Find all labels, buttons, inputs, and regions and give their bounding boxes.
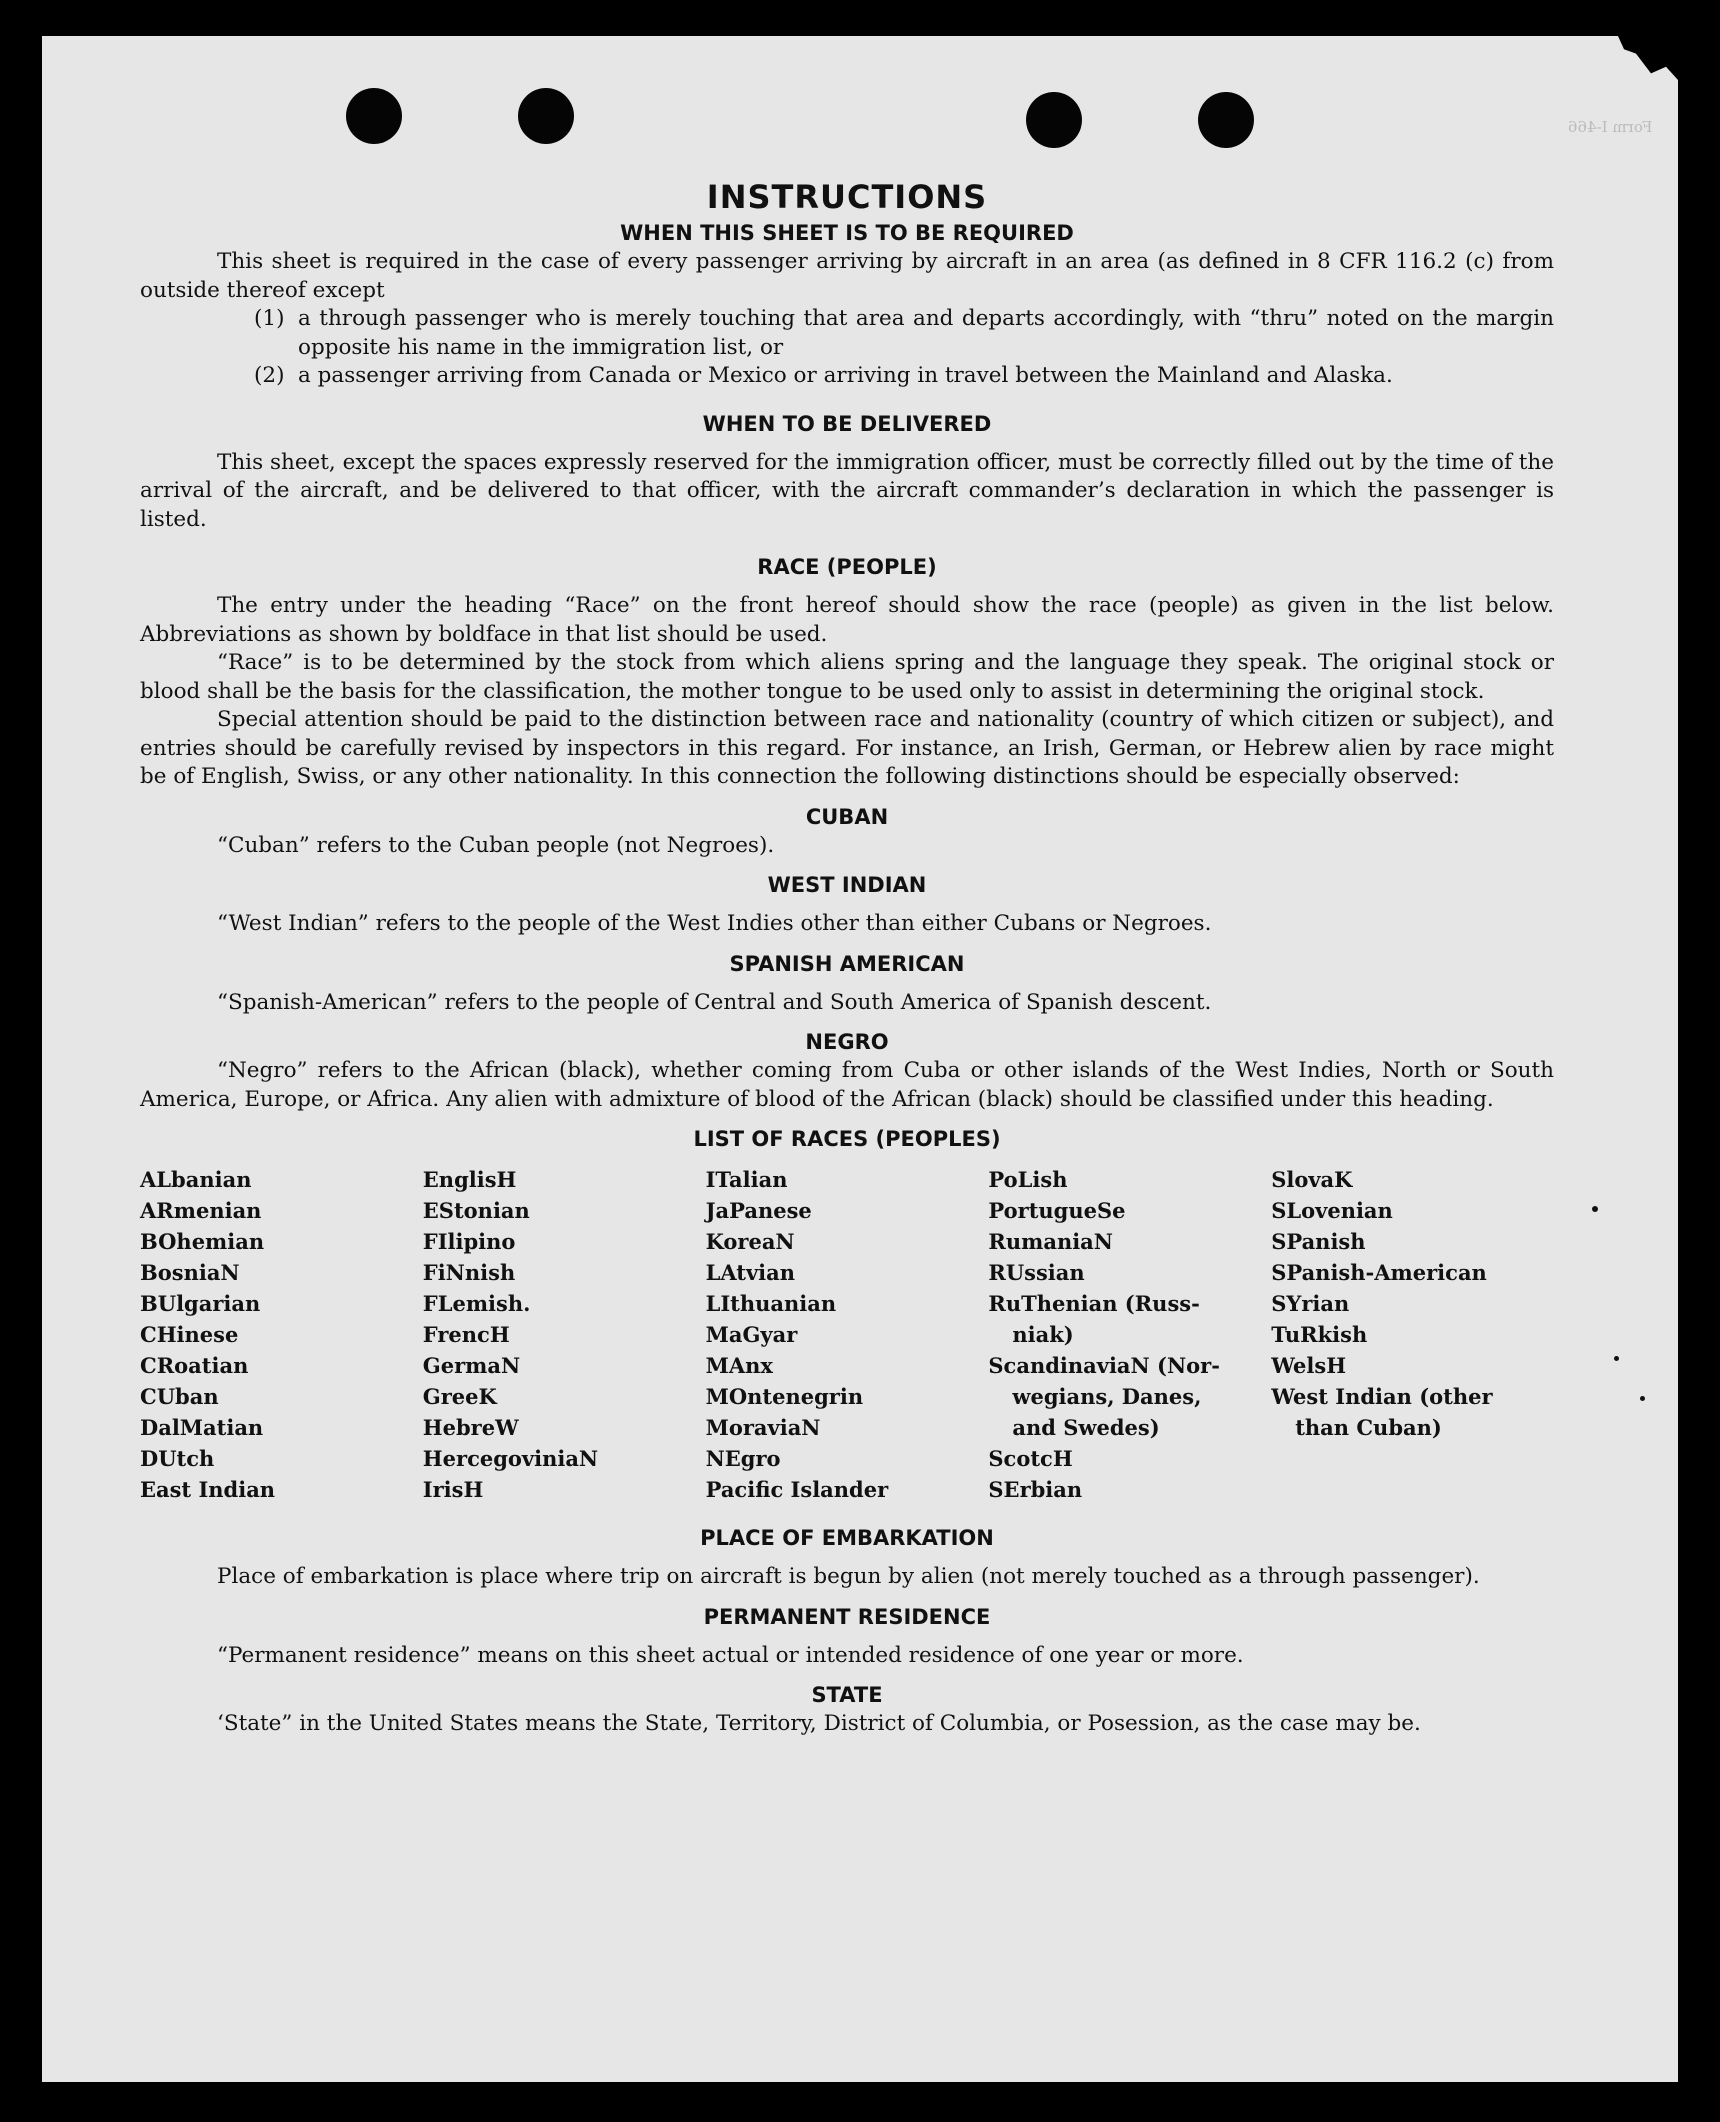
list-item: ALbanian (140, 1167, 252, 1192)
races-column (140, 1164, 423, 1505)
list-item: WelsH (1271, 1353, 1347, 1378)
list-item: MOntenegrin (705, 1384, 864, 1409)
list-item: JaPanese (705, 1198, 812, 1223)
section-heading-negro: NEGRO (805, 1030, 889, 1054)
when-delivered-text: This sheet, except the spaces expressly reserved for the immigration officer, must be correctly filled out by the time of the arrival of the aircraft, and be delivered to that officer, with the aircraft commander’s declaration in which the passenger is listed. (140, 449, 1554, 532)
list-item: EnglisH (422, 1167, 517, 1192)
list-item: DalMatian (140, 1415, 264, 1440)
list-item: TuRkish (1271, 1322, 1368, 1347)
section-heading-race: RACE (PEOPLE) (757, 555, 937, 579)
list-item: (2) a passenger arriving from Canada or Mexico or arriving in travel between the Mainland and Alaska. (254, 363, 1393, 388)
list-item: SErbian (988, 1477, 1083, 1502)
list-item: CUban (140, 1384, 219, 1409)
list-item: MAnx (705, 1353, 773, 1378)
section-heading-embarkation: PLACE OF EMBARKATION (700, 1526, 994, 1550)
when-required-intro: This sheet is required in the case of every passenger arriving by aircraft in an area (as defined in 8 CFR 116.2 (c) from outside thereof except (140, 249, 1554, 303)
section-heading-list-of-races: LIST OF RACES (PEOPLES) (693, 1127, 1001, 1151)
list-item: BUlgarian (140, 1291, 261, 1316)
cuban-text: “Cuban” refers to the Cuban people (not Negroes). (217, 832, 775, 858)
list-item: DUtch (140, 1446, 215, 1471)
west-indian-text: “West Indian” refers to the people of the West Indies other than either Cubans or Negroes. (217, 911, 1212, 936)
list-item: ARmenian (140, 1198, 262, 1223)
form-number: Form I-466 (1567, 118, 1652, 136)
list-item: CRoatian (140, 1353, 249, 1378)
speck (1614, 1356, 1619, 1361)
list-item: BosniaN (140, 1260, 240, 1285)
list-item: PortugueSe (988, 1198, 1126, 1223)
list-item: SPanish (1271, 1229, 1366, 1254)
punch-hole-icon (1026, 92, 1082, 148)
speck (1592, 1206, 1598, 1212)
section-heading-when-required: WHEN THIS SHEET IS TO BE REQUIRED (620, 221, 1074, 245)
list-item: East Indian (140, 1477, 276, 1502)
list-item: MaGyar (705, 1322, 798, 1347)
race-paragraph: Special attention should be paid to the distinction between race and nationality (country of which citizen or subject), and entries should be carefully revised by inspectors in this regard. For instance, an Irish, German, or Hebrew alien by race might be of English, Swiss, or any other nationality. In this connection the following distinctions should be especially observed: (140, 707, 1554, 789)
list-item: and Swedes) (1012, 1415, 1160, 1440)
races-column (423, 1164, 706, 1505)
speck (1640, 1396, 1645, 1401)
list-item: than Cuban) (1295, 1415, 1442, 1440)
list-item: KoreaN (705, 1229, 795, 1254)
list-item: ScotcH (988, 1446, 1073, 1471)
races-column (988, 1164, 1271, 1505)
document-sheet (42, 36, 1678, 2082)
list-item: HercegoviniaN (422, 1446, 599, 1471)
section-heading-state: STATE (811, 1683, 883, 1707)
page-title: INSTRUCTIONS (706, 178, 988, 216)
list-item: LAtvian (705, 1260, 796, 1285)
residence-text: “Permanent residence” means on this sheet actual or intended residence of one year or more. (217, 1642, 1244, 1668)
list-item: GreeK (422, 1384, 497, 1409)
list-item: SPanish-American (1271, 1260, 1487, 1285)
list-item: wegians, Danes, (1012, 1384, 1202, 1409)
list-item: West Indian (other (1271, 1384, 1493, 1409)
section-heading-spanish-american: SPANISH AMERICAN (729, 951, 965, 976)
list-item: GermaN (422, 1353, 521, 1378)
spanish-american-text: “Spanish-American” refers to the people of Central and South America of Spanish descent. (217, 989, 1212, 1015)
section-heading-west-indian: WEST INDIAN (767, 873, 927, 897)
list-item: FIlipino (422, 1229, 516, 1254)
list-item: MoraviaN (705, 1415, 821, 1440)
instructions-content (140, 176, 1554, 1739)
list-item: SYrian (1271, 1291, 1350, 1316)
embarkation-text: Place of embarkation is place where trip on aircraft is begun by alien (not merely touched as a through passenger). (217, 1564, 1480, 1589)
list-item: NEgro (705, 1446, 781, 1471)
torn-corner (1618, 36, 1678, 80)
list-item: FrencH (422, 1322, 510, 1347)
state-text: ‘State” in the United States means the State, Territory, District of Columbia, or Posession, as the case may be. (217, 1711, 1421, 1736)
list-item: FiNnish (422, 1260, 516, 1285)
list-item: PoLish (988, 1167, 1068, 1192)
list-item: HebreW (422, 1415, 519, 1440)
list-item: CHinese (140, 1322, 239, 1347)
list-item: IrisH (422, 1477, 484, 1502)
race-paragraph: The entry under the heading “Race” on the front hereof should show the race (people) as given in the list below. Abbreviations as shown by boldface in that list should be used. (140, 593, 1554, 647)
list-item: (1) a through passenger who is merely touching that area and departs accordingly, with “thru” noted on the margin opposite his name in the immigration list, or (254, 306, 1554, 360)
section-heading-cuban: CUBAN (805, 804, 889, 829)
list-item: RumaniaN (988, 1229, 1113, 1254)
list-item: ScandinaviaN (Nor- (988, 1353, 1220, 1378)
section-heading-residence: PERMANENT RESIDENCE (703, 1604, 991, 1629)
races-column (706, 1164, 989, 1505)
list-item: ITalian (705, 1167, 788, 1192)
list-item: RUssian (988, 1260, 1085, 1285)
list-item: LIthuanian (705, 1291, 837, 1316)
list-item: niak) (1012, 1322, 1074, 1347)
race-paragraph: “Race” is to be determined by the stock from which aliens spring and the language they speak. The original stock or blood shall be the basis for the classification, the mother tongue to be used only to assist in determining the original stock. (140, 650, 1554, 704)
list-item: Pacific Islander (705, 1477, 889, 1502)
list-item: SLovenian (1271, 1198, 1393, 1223)
list-item: EStonian (422, 1198, 530, 1223)
punch-hole-icon (518, 88, 574, 144)
section-heading-when-delivered: WHEN TO BE DELIVERED (702, 411, 992, 436)
races-column (1271, 1164, 1554, 1505)
races-list (140, 1164, 1554, 1505)
negro-text: “Negro” refers to the African (black), whether coming from Cuba or other islands of the West Indies, North or South America, Europe, or Africa. Any alien with admixture of blood of the African (black) should be classified under this heading. (140, 1058, 1554, 1112)
list-item: BOhemian (140, 1229, 265, 1254)
list-item: FLemish. (422, 1291, 531, 1316)
punch-hole-icon (346, 88, 402, 144)
punch-hole-icon (1198, 92, 1254, 148)
list-item: SlovaK (1271, 1167, 1353, 1192)
list-item: RuThenian (Russ- (988, 1291, 1200, 1316)
